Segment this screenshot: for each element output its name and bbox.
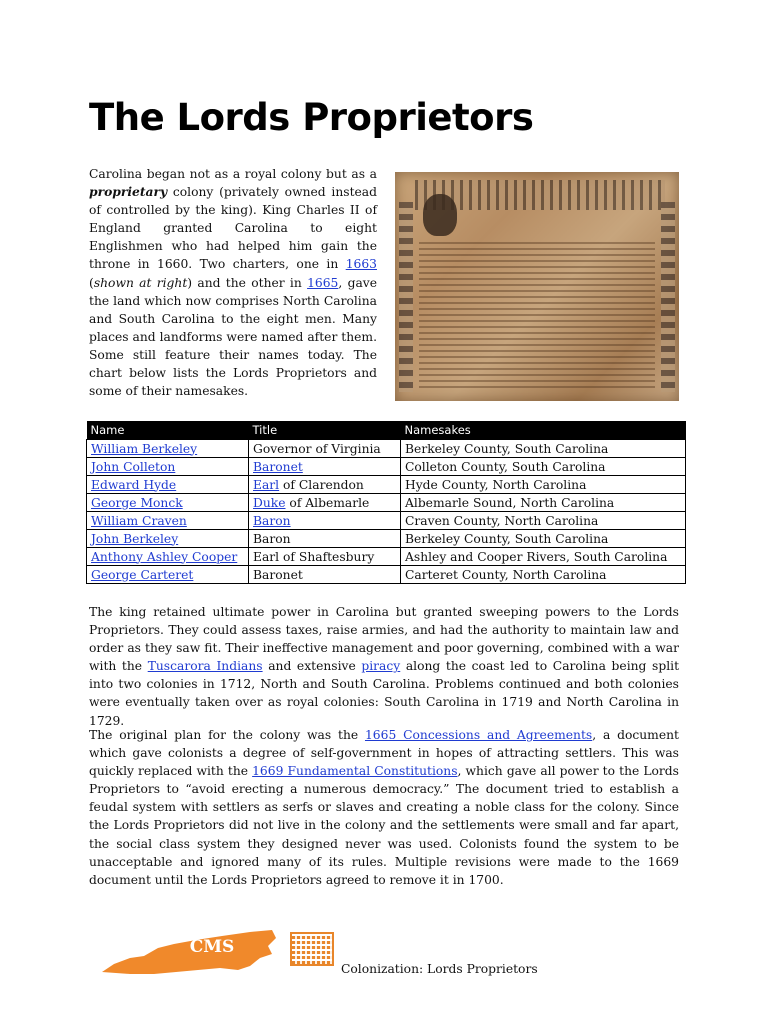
cell-namesakes: Carteret County, North Carolina <box>401 566 686 584</box>
title-text: Baronet <box>253 567 303 582</box>
cell-name <box>87 494 249 512</box>
para-text: and extensive <box>262 659 362 674</box>
header-name: Name <box>87 421 249 440</box>
footer-caption: Colonization: Lords Proprietors <box>341 962 538 976</box>
cell-namesakes: Berkeley County, South Carolina <box>401 530 686 548</box>
intro-text: ( <box>89 275 94 290</box>
link-1665[interactable]: 1665 <box>307 275 339 290</box>
nc-map-logo <box>100 928 280 978</box>
cell-namesakes: Berkeley County, South Carolina <box>401 440 686 458</box>
cell-title <box>249 458 401 476</box>
cell-namesakes: Hyde County, North Carolina <box>401 476 686 494</box>
para-text: , a document which gave colonists a degree of self-government in hopes of attracting settlers. This was quickly replaced with the <box>89 728 679 779</box>
table-row <box>87 440 686 458</box>
cell-name <box>87 512 249 530</box>
proprietor-link[interactable]: William Craven <box>91 513 187 528</box>
cell-namesakes: Craven County, North Carolina <box>401 512 686 530</box>
proprietor-link[interactable]: William Berkeley <box>91 441 198 456</box>
table-row <box>87 476 686 494</box>
charter-portrait <box>423 194 457 236</box>
title-text: Governor of Virginia <box>253 441 381 456</box>
table-header-row <box>87 421 686 440</box>
link-piracy[interactable]: piracy <box>361 659 401 674</box>
title-text: of Clarendon <box>279 477 364 492</box>
cell-name <box>87 476 249 494</box>
intro-text: colony (privately owned instead of controlled by the king). King Charles II of England granted Carolina to eight Englishmen who had helped him gain the throne in 1660. Two charters, one in <box>89 185 377 272</box>
intro-text: ) and the other in <box>187 275 308 290</box>
para-text: along the coast led to Carolina being split into two colonies in 1712, North and South Carolina. Problems continued and both colonies were eventually taken over as royal colonies: South Carolina in 1719 and North Carolina in 1729. <box>89 659 680 728</box>
table-row <box>87 512 686 530</box>
cell-title <box>249 476 401 494</box>
paragraph-governance <box>89 603 679 730</box>
link-fundamental-constitutions[interactable]: 1669 Fundamental Constitutions <box>252 764 458 779</box>
cell-title <box>249 530 401 548</box>
intro-emphasis: proprietary <box>89 184 168 200</box>
charter-border-left <box>399 202 413 392</box>
para-text: The original plan for the colony was the <box>89 728 365 742</box>
intro-emphasis: shown at right <box>93 275 188 290</box>
title-link[interactable]: Baron <box>253 513 291 528</box>
link-tuscarora[interactable]: Tuscarora Indians <box>147 659 263 674</box>
cell-title <box>249 440 401 458</box>
title-link[interactable]: Earl <box>253 477 280 492</box>
cell-namesakes: Colleton County, South Carolina <box>401 458 686 476</box>
table-row <box>87 458 686 476</box>
intro-text: Carolina began not as a royal colony but as a <box>89 167 377 181</box>
page-title: The Lords Proprietors <box>89 96 534 139</box>
para-text: The king retained ultimate power in Carolina but granted sweeping powers to the Lords Proprietors. They could assess taxes, raise armies, and had the authority to maintain law and order as they saw fit. Their ineffective management and poor governing, combined with a war with the <box>89 605 679 674</box>
proprietor-link[interactable]: Anthony Ashley Cooper <box>91 549 238 564</box>
cell-namesakes: Ashley and Cooper Rivers, South Carolina <box>401 548 686 566</box>
proprietor-link[interactable]: John Colleton <box>91 459 176 474</box>
intro-text: , gave the land which now comprises North Carolina and South Carolina to the eight men. Many places and landforms were named after them. Some still feature their names today. The chart below lists the Lords Proprietors and some of their namesakes. <box>89 275 377 399</box>
link-concessions[interactable]: 1665 Concessions and Agreements <box>364 728 593 742</box>
title-link[interactable]: Duke <box>253 495 286 510</box>
table-row <box>87 566 686 584</box>
proprietor-link[interactable]: George Monck <box>91 495 183 510</box>
title-text: Baron <box>253 531 291 546</box>
cell-name <box>87 548 249 566</box>
title-link[interactable]: Baronet <box>253 459 303 474</box>
charter-border-right <box>661 202 675 392</box>
qr-code <box>290 932 334 966</box>
title-text: of Albemarle <box>285 495 370 510</box>
cell-title <box>249 494 401 512</box>
header-namesakes: Namesakes <box>401 421 686 440</box>
link-1663[interactable]: 1663 <box>345 257 377 272</box>
cms-logo-text: CMS <box>189 937 235 957</box>
cell-name <box>87 440 249 458</box>
cell-title <box>249 548 401 566</box>
paragraph-constitutions <box>89 726 679 889</box>
title-text: Earl of Shaftesbury <box>253 549 375 564</box>
cell-title <box>249 566 401 584</box>
proprietor-link[interactable]: Edward Hyde <box>91 477 177 492</box>
cell-name <box>87 458 249 476</box>
table-row <box>87 494 686 512</box>
cell-name <box>87 530 249 548</box>
header-title: Title <box>249 421 401 440</box>
intro-paragraph <box>89 165 377 400</box>
cell-namesakes: Albemarle Sound, North Carolina <box>401 494 686 512</box>
charter-image <box>395 172 679 401</box>
proprietors-table <box>86 421 686 584</box>
table-row <box>87 548 686 566</box>
proprietor-link[interactable]: George Carteret <box>91 567 194 582</box>
charter-text-lines <box>419 242 655 392</box>
table-row <box>87 530 686 548</box>
cell-title <box>249 512 401 530</box>
cell-name <box>87 566 249 584</box>
para-text: , which gave all power to the Lords Proprietors to “avoid erecting a numerous democracy.” The document tried to establish a feudal system with settlers as serfs or slaves and creating a noble class for the colony. Since the Lords Proprietors did not live in the colony and the settlements were small and far apart, the social class system they designed never was used. Colonists found the system to be unacceptable and ignored many of its rules. Multiple revisions were made to the 1669 document until the Lords Proprietors agreed to remove it in 1700. <box>89 764 679 887</box>
proprietor-link[interactable]: John Berkeley <box>91 531 179 546</box>
